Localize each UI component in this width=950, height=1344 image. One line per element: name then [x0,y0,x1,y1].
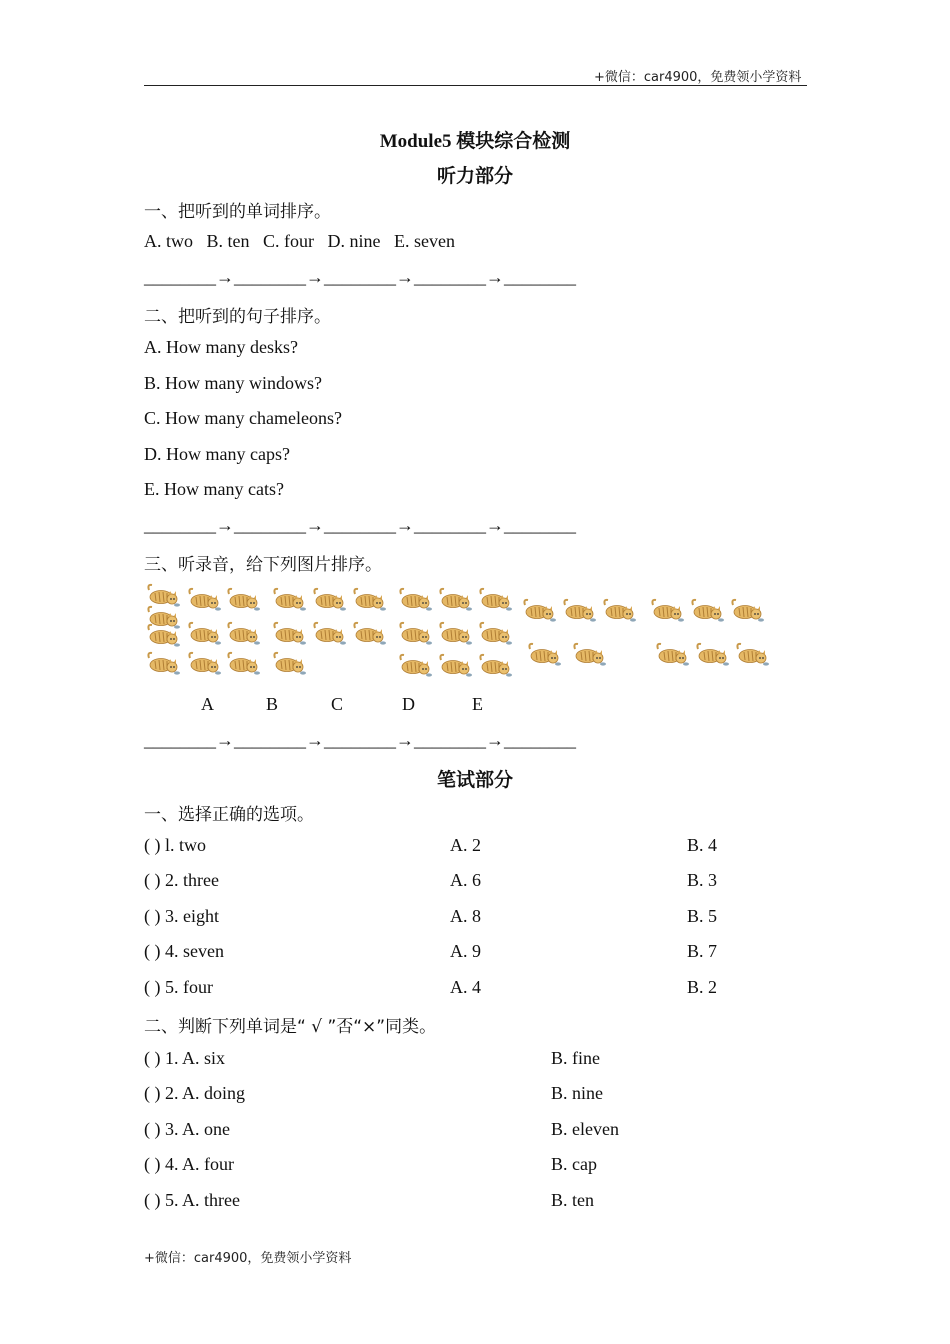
cat-icon-group-d [572,641,606,667]
writing-q2-item-a: ( ) 1. A. six [144,1048,225,1068]
writing-heading: 笔试部分 [436,770,513,791]
writing-q1-question: ( ) 4. seven [144,941,224,961]
cat-icon-group-c [398,586,432,612]
cat-icon-group-a [146,650,180,676]
cat-icon-group-a [146,622,180,648]
cat-icon-group-e [650,597,684,623]
writing-q1-option-b: B. 4 [687,835,718,855]
cat-icon-group-c [398,652,432,678]
writing-q1-option-a: A. 2 [450,835,481,855]
writing-q1-question: ( ) 2. three [144,870,219,890]
cat-icon-group-e [735,641,769,667]
listening-q2-answer-blanks: ________→________→________→________→________ [144,515,576,535]
cat-icon-group-c [478,620,512,646]
writing-q2-item-a: ( ) 2. A. doing [144,1083,245,1103]
page-title: Module5 模块综合检测 [379,131,571,152]
cat-icon-group-e [690,597,724,623]
writing-q1-option-a: A. 6 [450,870,481,890]
writing-q2-item-b: B. cap [551,1154,597,1174]
cat-icon-group-c [398,620,432,646]
writing-q2-item-b: B. eleven [551,1119,619,1139]
listening-q2-instruction: 二、把听到的句子排序。 [144,307,331,327]
header-watermark: +微信：car4900，免费领小学资料 [594,70,802,85]
writing-q1-question: ( ) 3. eight [144,906,219,926]
writing-q2-item-a: ( ) 4. A. four [144,1154,234,1174]
writing-q2-item-a: ( ) 5. A. three [144,1190,240,1210]
listening-q2-item: E. How many cats? [144,479,284,499]
cat-icon-group-d [562,597,596,623]
picture-label-a: A [201,694,214,714]
cat-icon-group-a [187,620,221,646]
cat-icon-group-d [522,597,556,623]
cat-icon-group-a [187,586,221,612]
picture-label-c: C [331,694,344,714]
cat-icon-group-b [352,620,386,646]
cat-icon-group-c [438,586,472,612]
cat-icon-group-c [478,652,512,678]
listening-q2-item: C. How many chameleons? [144,408,342,428]
cat-icon-group-c [438,652,472,678]
cat-icon-group-b [312,620,346,646]
writing-q1-option-a: A. 8 [450,906,481,926]
writing-q1-instruction: 一、选择正确的选项。 [144,805,314,825]
writing-q2-instruction: 二、判断下列单词是“ √ ”否“×”同类。 [144,1017,437,1037]
writing-q2-item-a: ( ) 3. A. one [144,1119,230,1139]
listening-q2-item: A. How many desks? [144,337,298,357]
writing-q1-question: ( ) l. two [144,835,206,855]
writing-q1-option-b: B. 7 [687,941,718,961]
writing-q1-option-a: A. 4 [450,977,481,997]
cat-icon-group-e [655,641,689,667]
cat-icon-group-e [730,597,764,623]
cat-icon-group-c [478,586,512,612]
listening-q1-answer-blanks: ________→________→________→________→________ [144,267,576,287]
writing-q2-item-b: B. fine [551,1048,600,1068]
cat-icon-group-d [602,597,636,623]
cat-icon-group-c [438,620,472,646]
writing-q1-option-b: B. 2 [687,977,718,997]
writing-q1-option-b: B. 3 [687,870,718,890]
cat-icon-group-b [272,650,306,676]
listening-q3-instruction: 三、听录音，给下列图片排序。 [144,555,382,575]
listening-q1-instruction: 一、把听到的单词排序。 [144,202,331,222]
cat-icon-group-a [226,650,260,676]
picture-label-b: B [266,694,279,714]
writing-q1-option-a: A. 9 [450,941,481,961]
listening-heading: 听力部分 [436,166,513,187]
picture-label-d: D [402,694,415,714]
writing-q2-item-b: B. nine [551,1083,603,1103]
writing-q1-option-b: B. 5 [687,906,718,926]
cat-icon-group-b [352,586,386,612]
listening-q2-item: B. How many windows? [144,373,322,393]
cat-icon-group-a [187,650,221,676]
cat-icon-group-e [695,641,729,667]
listening-q2-item: D. How many caps? [144,444,290,464]
cat-icon-group-a [226,620,260,646]
header-divider [144,85,807,86]
writing-q2-item-b: B. ten [551,1190,594,1210]
cat-icon-group-b [272,586,306,612]
cat-icon-group-b [312,586,346,612]
picture-label-e: E [472,694,483,714]
cat-icon-group-b [272,620,306,646]
listening-q3-answer-blanks: ________→________→________→________→________ [144,730,576,750]
cat-icon-group-a [226,586,260,612]
footer-watermark: +微信：car4900，免费领小学资料 [144,1251,352,1266]
cat-icon-group-d [527,641,561,667]
listening-q1-options: A. two B. ten C. four D. nine E. seven [144,231,455,251]
writing-q1-question: ( ) 5. four [144,977,213,997]
